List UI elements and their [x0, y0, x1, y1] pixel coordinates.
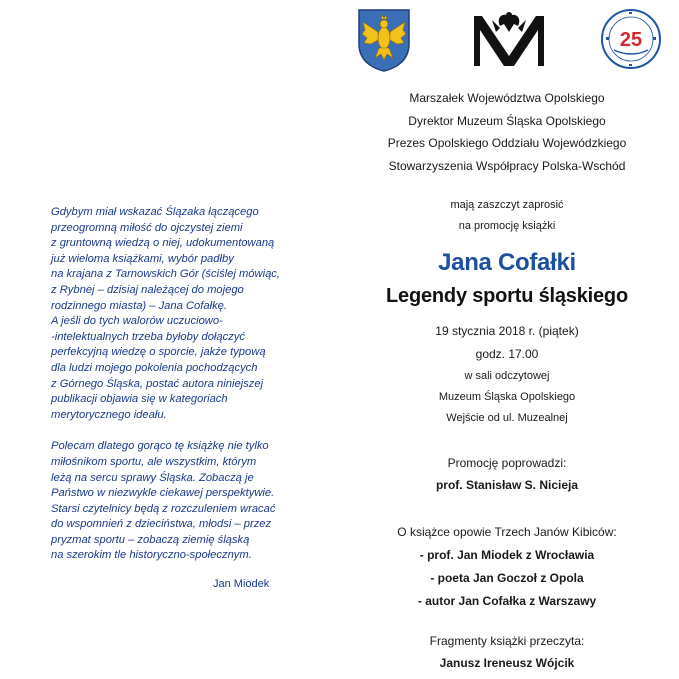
- moderator-name: prof. Stanisław S. Nicieja: [435, 478, 579, 492]
- host-line: Prezes Opolskiego Oddziału Wojewódzkiego: [387, 136, 627, 151]
- opole-crest-logo: [357, 8, 411, 72]
- quote-author: Jan Miodek: [213, 578, 270, 590]
- speakers-label: O książce opowie Trzech Janów Kibiców:: [397, 525, 617, 539]
- anniversary-logo: [600, 8, 662, 70]
- invite-text: [366, 195, 648, 237]
- quote-paragraph-1: Gdybym miał wskazać Ślązaka łączącego przeogromną miłość do ojczystej ziemi z gruntowną wiedzą o niej, udokumentowaną już wieloma książkami, wybór padłby na krajana z Tarnowskich Gór (ściślej mówiąc, z Rybnej – dzisiaj należącej do mojego rodzinnego miasta) – Jana Cofałkę. A jeśli do tych walorów uczuciowo- -intelektualnych trzeba byłoby dołączyć perfekcyjną wiedzę o sporcie, jakże typową dla ludzi mojego pokolenia pochodzących z Górnego Śląska, postać autora niniejszej publikacji objawia się w kategoriach merytorycznego ideału.: [51, 206, 281, 421]
- invite-line-2: na promocję książki: [458, 220, 556, 232]
- host-line: Marszałek Województwa Opolskiego: [409, 91, 605, 105]
- moderator-label: Promocję poprowadzi:: [447, 456, 567, 470]
- event-details: [366, 320, 648, 429]
- quote-paragraph-2: Polecam dlatego gorąco tę książkę nie tylko miłośnikom sportu, ale wszystkim, którym leżą na sercu sprawy Śląska. Zobaczą je Państwo w niezwykle ciekawej perspektywie. Starsi czytelnicy będą z rozczuleniem wracać do wspomnień z dzieciństwa, młodsi – przez pryzmat sportu – zobaczą ziemię śląską na szerokim tle historyczno-społecznym.: [51, 440, 276, 562]
- speaker-item: - autor Jan Cofałka z Warszawy: [417, 594, 597, 608]
- speakers-list: [366, 521, 648, 613]
- anniversary-number: 25: [619, 29, 643, 51]
- reader-label: Fragmenty książki przeczyta:: [429, 634, 585, 648]
- host-line: Stowarzyszenia Współpracy Polska-Wschód: [388, 159, 626, 174]
- event-room: w sali odczytowej: [464, 370, 550, 382]
- host-moderator: [366, 452, 648, 496]
- invite-line-1: mają zaszczyt zaprosić: [450, 199, 564, 211]
- book-title: Legendy sportu śląskiego: [386, 285, 628, 307]
- reader-name: Janusz Ireneusz Wójcik: [439, 656, 575, 670]
- reader-section: [366, 630, 648, 674]
- quote-block: [51, 205, 316, 590]
- event-venue: Muzeum Śląska Opolskiego: [438, 391, 576, 403]
- host-line: Dyrektor Muzeum Śląska Opolskiego: [408, 113, 606, 128]
- event-time: godz. 17.00: [475, 347, 539, 361]
- event-entrance: Wejście od ul. Muzealnej: [446, 412, 568, 424]
- hosts-list: [366, 87, 648, 178]
- book-author: Jana Cofałki: [438, 249, 576, 276]
- event-date: 19 stycznia 2018 r. (piątek): [435, 324, 579, 338]
- speaker-item: - prof. Jan Miodek z Wrocławia: [419, 548, 595, 562]
- speaker-item: - poeta Jan Goczoł z Opola: [430, 571, 584, 585]
- museum-logo: [470, 10, 548, 68]
